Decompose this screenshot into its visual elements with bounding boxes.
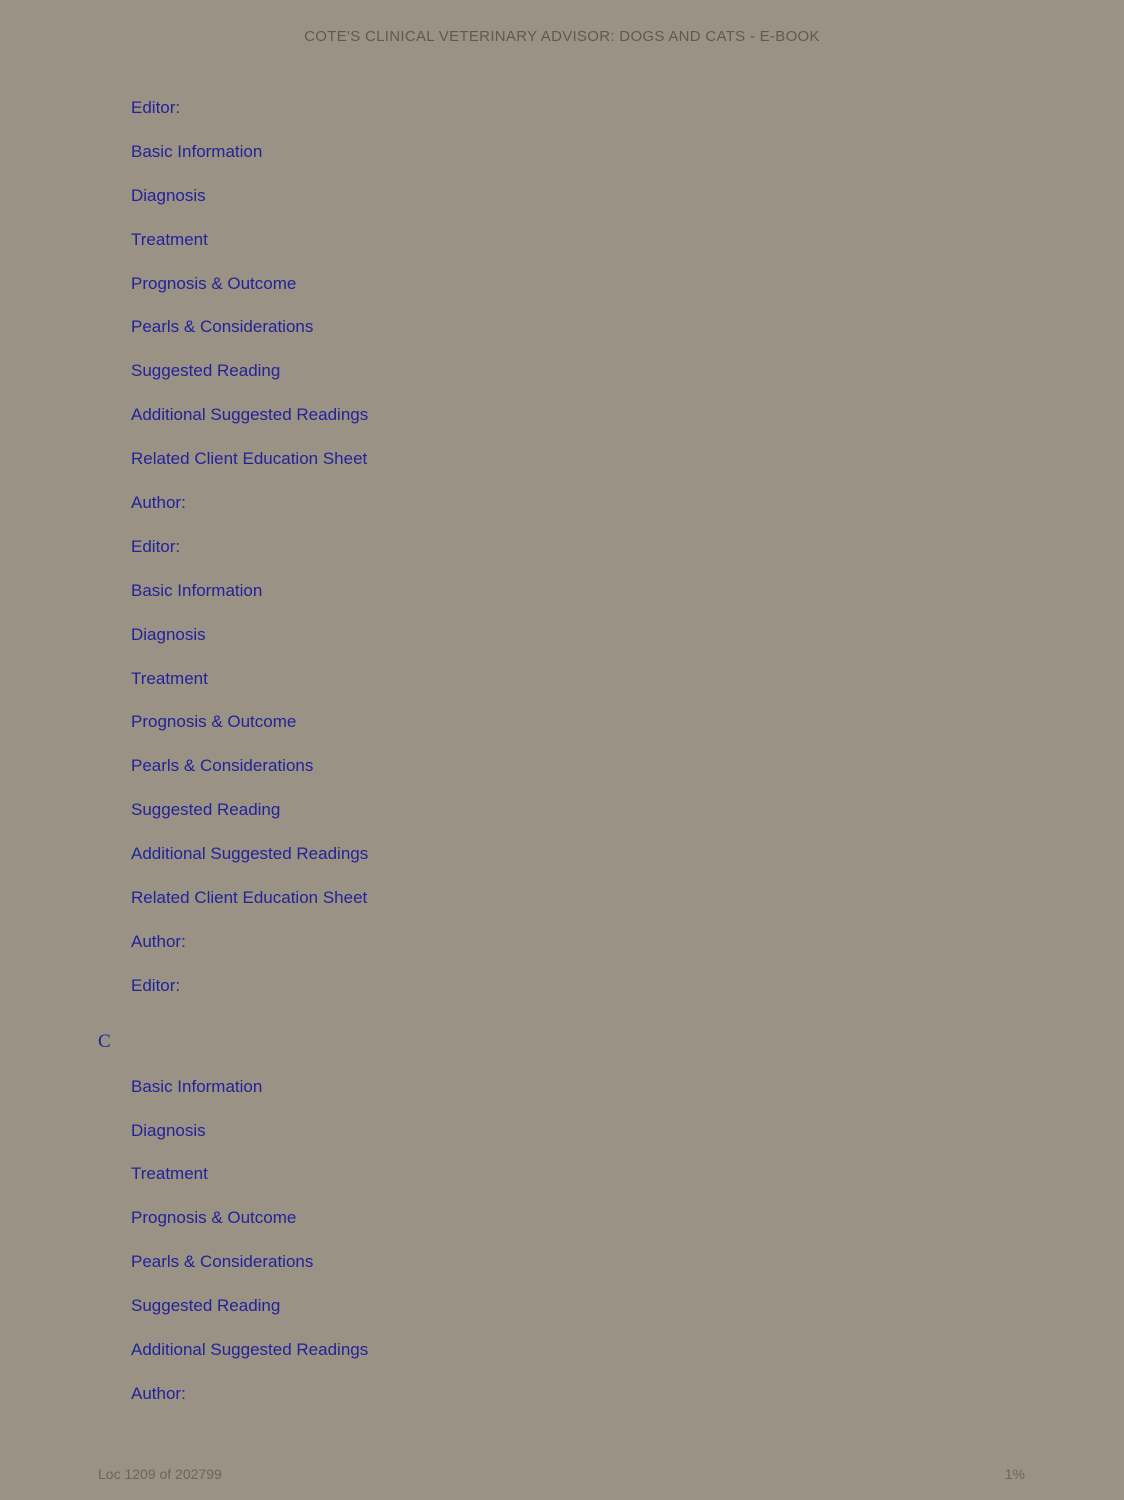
toc-link[interactable]: Diagnosis: [131, 185, 206, 205]
toc-section-letter[interactable]: C: [98, 1030, 111, 1052]
toc-link[interactable]: Additional Suggested Readings: [131, 1340, 369, 1360]
toc-link[interactable]: Author:: [131, 1383, 186, 1403]
toc-link[interactable]: Suggested Reading: [131, 361, 281, 381]
toc-link[interactable]: Treatment: [131, 1164, 208, 1184]
toc-link[interactable]: Prognosis & Outcome: [131, 273, 297, 293]
toc-link[interactable]: Pearls & Considerations: [131, 317, 314, 337]
toc-link[interactable]: Additional Suggested Readings: [131, 405, 369, 425]
toc-link[interactable]: Prognosis & Outcome: [131, 712, 297, 732]
toc-link[interactable]: Author:: [131, 931, 186, 951]
toc-link[interactable]: Basic Information: [131, 580, 263, 600]
toc-link[interactable]: Suggested Reading: [131, 800, 281, 820]
book-title: COTE'S CLINICAL VETERINARY ADVISOR: DOGS AND CATS - E-BOOK: [304, 28, 820, 45]
toc-link[interactable]: Treatment: [131, 668, 208, 688]
toc-link[interactable]: Basic Information: [131, 1076, 263, 1096]
toc-link[interactable]: Editor:: [131, 98, 181, 117]
toc-link[interactable]: Diagnosis: [131, 624, 206, 644]
toc-link[interactable]: Basic Information: [131, 141, 263, 161]
toc-link[interactable]: Suggested Reading: [131, 1296, 281, 1316]
toc-link[interactable]: Editor:: [131, 536, 181, 556]
reading-location: Loc 1209 of 202799: [98, 1466, 222, 1482]
toc-link[interactable]: Pearls & Considerations: [131, 756, 314, 776]
toc-link[interactable]: Editor:: [131, 975, 181, 995]
toc-link[interactable]: Author:: [131, 493, 186, 513]
toc-link[interactable]: Pearls & Considerations: [131, 1252, 314, 1272]
table-of-contents: [0, 96, 1124, 1426]
toc-link[interactable]: Related Client Education Sheet: [131, 449, 368, 469]
toc-link[interactable]: Diagnosis: [131, 1120, 206, 1140]
toc-link[interactable]: Treatment: [131, 229, 208, 249]
toc-link[interactable]: Additional Suggested Readings: [131, 844, 369, 864]
reading-progress-percent: 1%: [1004, 1466, 1025, 1482]
toc-link[interactable]: Prognosis & Outcome: [131, 1208, 297, 1228]
toc-link[interactable]: Related Client Education Sheet: [131, 888, 368, 908]
